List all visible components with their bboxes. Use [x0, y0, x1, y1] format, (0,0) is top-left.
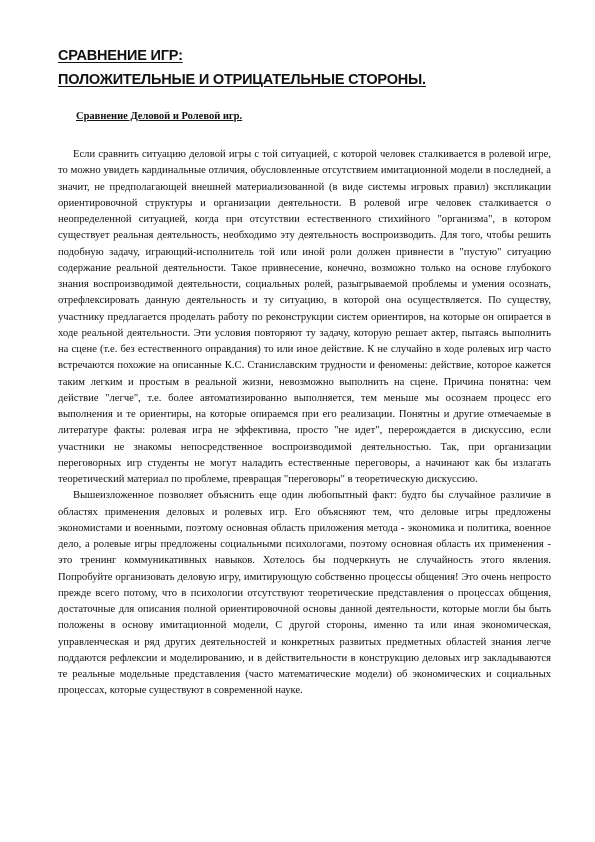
section-subtitle: Сравнение Деловой и Ролевой игр.: [76, 111, 243, 122]
title-line-2: ПОЛОЖИТЕЛЬНЫЕ И ОТРИЦАТЕЛЬНЫЕ СТОРОНЫ.: [58, 72, 426, 88]
title-line-1: СРАВНЕНИЕ ИГР:: [58, 48, 183, 64]
paragraph-1: Если сравнить ситуацию деловой игры с той ситуацией, с которой человек сталкивается в ролевой игре, то можно увидеть кардинальные отличия, обусловленные отсутствием имитационной модели в последней, а значит, не предполагающей внешней материализованной (в виде системы игровых правил) экспликации ориентировочной структуры и организации деятельности. В ролевой игре человек сталкивается о неопределенной ситуацией, когда при отсутствии естественного стихийного "организма", в котором существует реальная деятельность, необходимо эту деятельность воспроизводить. Для того, чтобы решить подобную задачу, играющий-исполнитель той или иной роли должен привнести в "пустую" ситуацию содержание реальной деятельности. Такое привнесение, конечно, возможно только на основе глубокого знания воспроизводимой деятельности, социальных ролей, разыгрываемой проблемы и умения осознать, отрефлексировать данную деятельность и ту ситуацию, в которой она осуществляется. По существу, участнику предлагается проделать работу по реконструкции систем ориентиров, на которые он опирается в ходе реальной деятельности. Эти условия повторяют ту задачу, которую решает актер, пытаясь выполнить на сцене (т.е. без естественного оправдания) то или иное действие. К не случайно в ходе ролевых игр часто встречаются похожие на описанные К.С. Станиславским трудности и феномены: действие, которое кажется таким легким и простым в реальной жизни, невозможно выполнить на сцене. Причина понятна: чем действие "легче", т.е. более автоматизированно выполняется, тем меньше мы осознаем процесс его выполнения и те ориентиры, на которые опираемся при его реализации. Понятны и другие отмечаемые в литературе факты: ролевая игра не эффективна, просто "не идет", перерождается в дискуссию, если участники не знакомы непосредственное воспроизводимой деятельностью. Так, при организации переговорных игр студенты не могут наладить естественные переговоры, а начинают как бы излагать теоретический материал по проблеме, превращая "переговоры" в теоретическую дискуссию.: [58, 149, 551, 485]
paragraph-2: Вышеизложенное позволяет объяснить еще один любопытный факт: будто бы случайное различие в областях применения деловых и ролевых игр. Его объясняют тем, что деловые игры предложены экономистами и военными, поэтому основная область приложения метода - экономика и политика, военное дело, а ролевые игры предложены социальными психологами, поэтому основная область их применения - это тренинг коммуникативных навыков. Хотелось бы подчеркнуть не случайность этого явления. Попробуйте организовать деловую игру, имитирующую собственно процессы общения! Это очень непросто прежде всего потому, что в психологии отсутствуют теоретические представления о процессах общения, достаточные для описания полной ориентировочной основы данной деятельности, которые могли бы быть положены в основу имитационной модели, С другой стороны, именно та или иная экономическая, управленческая и ряд других деятельностей и конкретных развитых предметных областей знания легче поддаются рефлексии и моделированию, и в действительности в конструкцию деловых игр закладываются те реальные модельные представления (часто математические модели) об экономических и социальных процессах, которые существуют в современной науке.: [58, 490, 551, 697]
document-title: [58, 44, 558, 92]
body-text: [58, 147, 551, 700]
